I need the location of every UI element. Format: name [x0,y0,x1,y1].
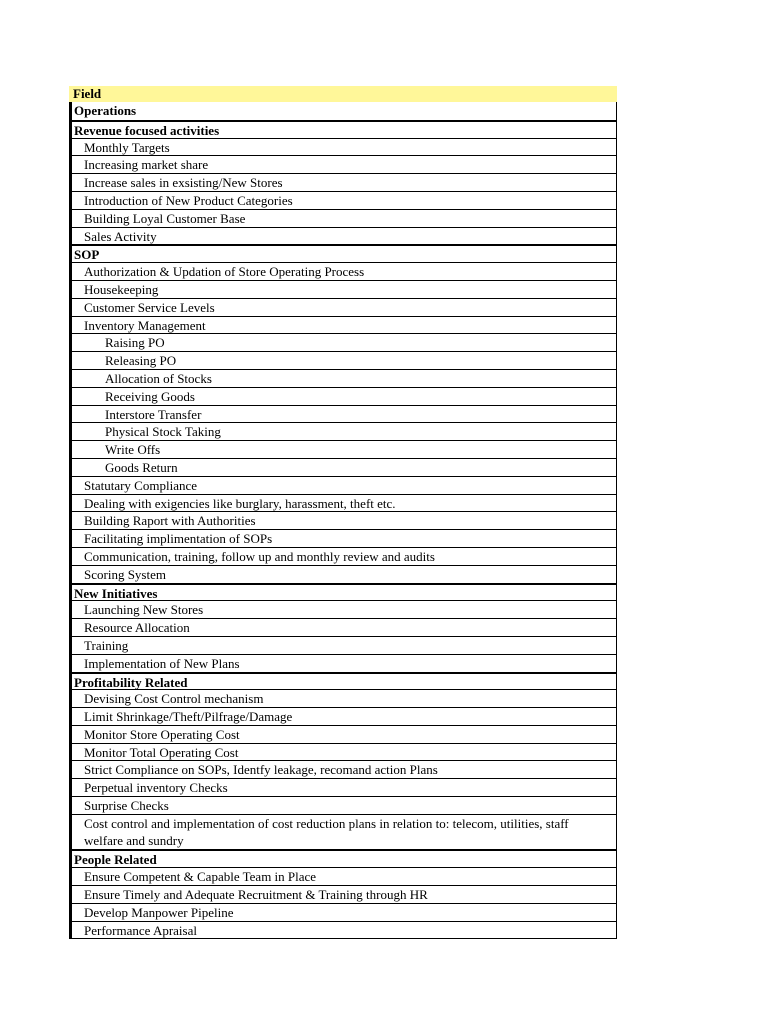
item-cell[interactable]: Releasing PO [72,351,616,369]
item-cell[interactable]: Perpetual inventory Checks [72,778,616,796]
item-cell[interactable]: Implementation of New Plans [72,654,616,672]
item-cell[interactable]: Ensure Timely and Adequate Recruitment & Training through HR [72,885,616,903]
item-cell[interactable]: Develop Manpower Pipeline [72,903,616,921]
item-cell[interactable]: Resource Allocation [72,618,616,636]
item-cell[interactable]: Dealing with exigencies like burglary, harassment, theft etc. [72,494,616,512]
item-cell[interactable]: Limit Shrinkage/Theft/Pilfrage/Damage [72,707,616,725]
item-cell[interactable]: Increasing market share [72,155,616,173]
item-cell[interactable]: Facilitating implimentation of SOPs [72,529,616,547]
item-cell[interactable]: Building Raport with Authorities [72,511,616,529]
section-heading-cell[interactable]: Revenue focused activities [72,120,616,138]
section-heading-cell[interactable]: People Related [72,849,616,867]
item-cell[interactable]: Cost control and implementation of cost reduction plans in relation to: telecom, utilities, staff welfare and sundry [72,814,616,850]
item-cell[interactable]: Statutary Compliance [72,476,616,494]
item-cell[interactable]: Introduction of New Product Categories [72,191,616,209]
section-heading-cell[interactable]: Operations [74,103,137,118]
item-cell[interactable]: Launching New Stores [72,600,616,618]
item-cell[interactable]: Scoring System [72,565,616,583]
item-cell[interactable]: Strict Compliance on SOPs, Identfy leakage, recomand action Plans [72,760,616,778]
item-cell[interactable]: Monitor Total Operating Cost [72,743,616,761]
item-cell[interactable]: Ensure Competent & Capable Team in Place [72,867,616,885]
item-cell[interactable]: Sales Activity [72,227,616,245]
item-cell[interactable]: Inventory Management [72,316,616,334]
item-cell[interactable]: Building Loyal Customer Base [72,209,616,227]
item-cell[interactable]: Receiving Goods [72,387,616,405]
item-cell[interactable]: Surprise Checks [72,796,616,814]
item-cell[interactable]: Write Offs [72,440,616,458]
section-heading-cell[interactable]: New Initiatives [72,583,616,601]
item-cell[interactable]: Authorization & Updation of Store Operating Process [72,262,616,280]
item-cell[interactable]: Increase sales in exsisting/New Stores [72,173,616,191]
item-cell[interactable]: Monitor Store Operating Cost [72,725,616,743]
field-table [69,102,617,939]
item-cell[interactable]: Monthly Targets [72,138,616,156]
section-heading-cell[interactable]: Profitability Related [72,672,616,690]
item-cell[interactable]: Devising Cost Control mechanism [72,689,616,707]
item-cell[interactable]: Performance Apraisal [72,921,616,939]
item-cell[interactable]: Raising PO [72,333,616,351]
item-cell[interactable]: Housekeeping [72,280,616,298]
field-header[interactable]: Field [69,86,617,102]
item-cell[interactable]: Customer Service Levels [72,298,616,316]
item-cell[interactable]: Goods Return [72,458,616,476]
spreadsheet [69,86,617,939]
section-heading-cell[interactable]: SOP [72,244,616,262]
item-cell[interactable]: Training [72,636,616,654]
item-cell[interactable]: Allocation of Stocks [72,369,616,387]
item-cell[interactable]: Physical Stock Taking [72,422,616,440]
item-cell[interactable]: Communication, training, follow up and monthly review and audits [72,547,616,565]
item-cell[interactable]: Interstore Transfer [72,405,616,423]
